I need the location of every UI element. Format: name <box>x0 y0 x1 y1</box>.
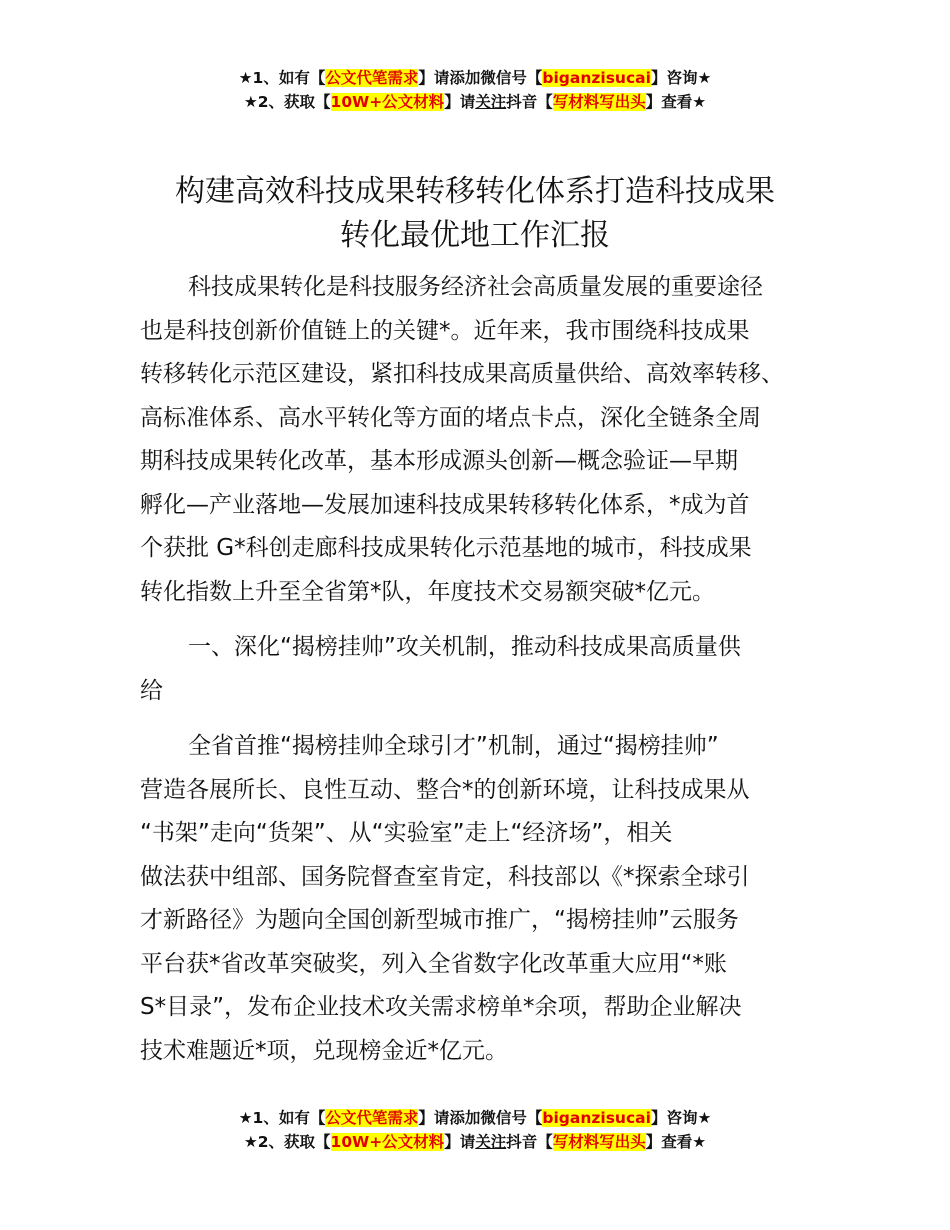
text-line: S*目录”，发布企业技术攻关需求榜单*余项，帮助企业解决 <box>140 994 742 1020</box>
document-body <box>140 266 820 1073</box>
text-line: 科技成果转化是科技服务经济社会高质量发展的重要途径 <box>188 274 763 300</box>
text-line: 做法获中组部、国务院督查室肯定，科技部以《*探索全球引 <box>140 863 750 890</box>
highlight-douyin-account: 写材料写出头 <box>552 93 646 111</box>
banner-text: 】请 <box>444 1133 476 1151</box>
banner-text: ★1、如有【 <box>238 69 326 87</box>
text-line: 转移转化示范区建设，紧扣科技成果高质量供给、高效率转移、 <box>140 361 784 387</box>
text-line: 给 <box>140 677 163 704</box>
banner-line-2 <box>0 1130 950 1154</box>
banner-line-1 <box>0 1106 950 1130</box>
paragraph-intro <box>140 266 820 614</box>
text-line: 平台获*省改革突破奖，列入全省数字化改革重大应用“*账 <box>140 950 727 977</box>
highlight-douyin-account: 写材料写出头 <box>552 1133 646 1151</box>
banner-line-1 <box>0 66 950 90</box>
banner-text: ★2、获取【 <box>243 1133 331 1151</box>
highlight-ghostwriting: 公文代笔需求 <box>325 1109 419 1127</box>
banner-text: 】咨询★ <box>650 69 712 87</box>
underlined-follow: 关注 <box>475 1133 507 1151</box>
banner-text: 】查看★ <box>645 1133 707 1151</box>
text-line: 高标准体系、高水平转化等方面的堵点卡点，深化全链条全周 <box>140 404 761 431</box>
banner-text: ★2、获取【 <box>243 93 331 111</box>
banner-text: 】查看★ <box>645 93 707 111</box>
banner-line-2 <box>0 90 950 114</box>
underlined-follow: 关注 <box>475 93 507 111</box>
text-line: 营造各展所长、良性互动、整合*的创新环境，让科技成果从 <box>140 776 750 803</box>
paragraph-section-1 <box>140 725 820 1073</box>
banner-text: ★1、如有【 <box>238 1109 326 1127</box>
text-line: 期科技成果转化改革，基本形成源头创新—概念验证—早期 <box>140 448 738 474</box>
text-line: 也是科技创新价值链上的关键*。近年来，我市围绕科技成果 <box>140 317 750 344</box>
highlight-materials: 10W+公文材料 <box>330 93 445 111</box>
highlight-wechat-id: biganzisucai <box>542 1109 651 1127</box>
section-heading-1 <box>140 626 820 713</box>
text-line: 才新路径》为题向全国创新型城市推广，“揭榜挂帅”云服务 <box>140 907 739 933</box>
banner-text: 】请添加微信号【 <box>418 1109 543 1127</box>
text-line: 全省首推“揭榜挂帅全球引才”机制，通过“揭榜挂帅” <box>188 733 719 759</box>
banner-text: 】咨询★ <box>650 1109 712 1127</box>
text-line: 孵化—产业落地—发展加速科技成果转移转化体系，*成为首 <box>140 491 750 518</box>
highlight-wechat-id: biganzisucai <box>542 69 651 87</box>
text-line: 转化指数上升至全省第*队，年度技术交易额突破*亿元。 <box>140 578 715 605</box>
title-line-2: 转化最优地工作汇报 <box>340 218 610 253</box>
title-line-1: 构建高效科技成果转移转化体系打造科技成果 <box>175 174 775 209</box>
banner-text: 抖音【 <box>506 1133 553 1151</box>
banner-text: 抖音【 <box>506 93 553 111</box>
text-line: 一、深化“揭榜挂帅”攻关机制，推动科技成果高质量供 <box>188 634 741 660</box>
text-line: 个获批 G*科创走廊科技成果转化示范基地的城市，科技成果 <box>140 535 752 561</box>
banner-text: 】请 <box>444 93 476 111</box>
text-line: “书架”走向“货架”、从“实验室”走上“经济场”，相关 <box>140 820 673 846</box>
text-line: 技术难题近*项，兑现榜金近*亿元。 <box>140 1037 508 1064</box>
footer-banner <box>0 1106 950 1154</box>
banner-text: 】请添加微信号【 <box>418 69 543 87</box>
highlight-materials: 10W+公文材料 <box>330 1133 445 1151</box>
document-title <box>0 170 950 258</box>
header-banner <box>0 66 950 114</box>
highlight-ghostwriting: 公文代笔需求 <box>325 69 419 87</box>
